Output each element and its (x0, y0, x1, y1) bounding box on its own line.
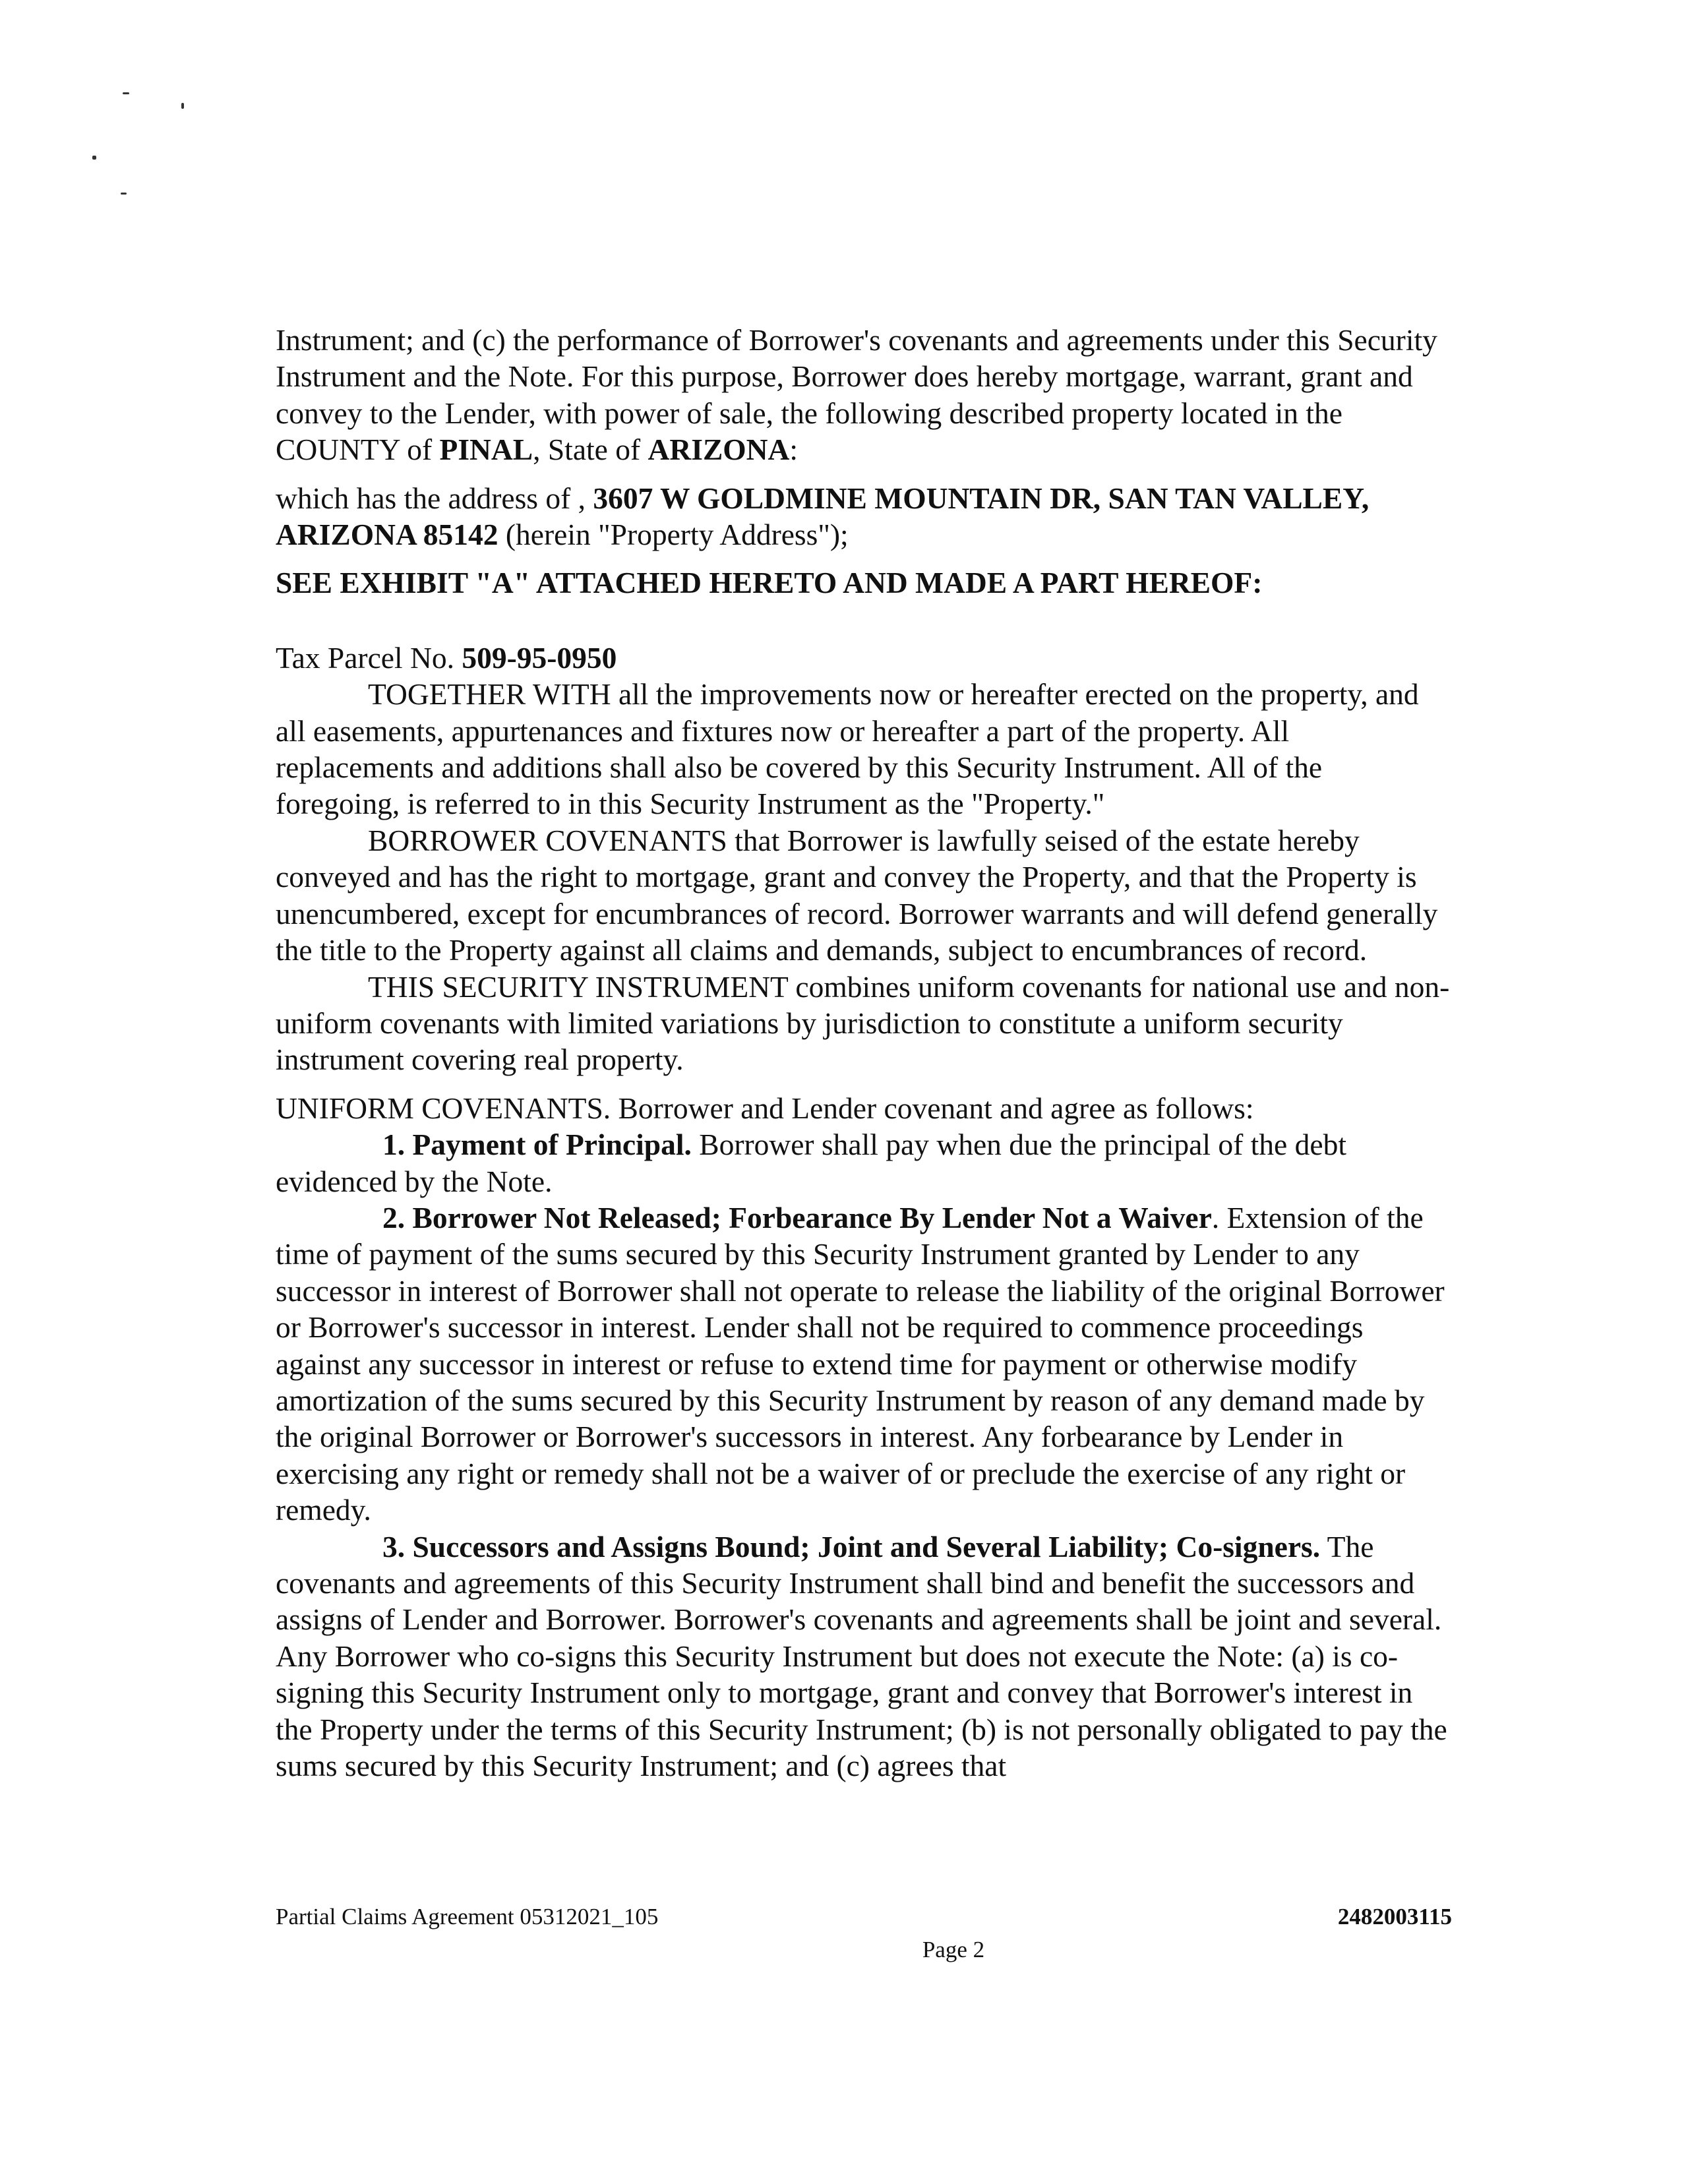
tax-parcel-line (276, 640, 1452, 676)
uniform-covenants-heading: UNIFORM COVENANTS. Borrower and Lender covenant and agree as follows: (276, 1091, 1254, 1125)
tax-parcel-label: Tax Parcel No. (276, 640, 462, 675)
section-1-title: Payment of Principal. (412, 1128, 692, 1162)
address-paragraph (276, 480, 1452, 553)
state-name: ARIZONA (648, 433, 790, 467)
intro-end: : (789, 433, 799, 467)
scan-speck (121, 193, 127, 195)
county-name: PINAL (439, 433, 533, 467)
borrower-covenants-paragraph: BORROWER COVENANTS that Borrower is lawfully seised of the estate hereby conveyed and has the right to mortgage, grant and convey the Property, and that the Property is unencumbered, except for encumbrances of record. Borrower warrants and will defend generally the title to the Property against all claims and demands, subject to encumbrances of record. (276, 823, 1438, 967)
intro-paragraph (276, 322, 1452, 468)
property-address: 3607 W GOLDMINE MOUNTAIN DR, SAN TAN VALLEY, ARIZONA 85142 (276, 481, 1370, 552)
page-number: Page 2 (922, 1937, 985, 1962)
together-with-paragraph: TOGETHER WITH all the improvements now or hereafter erected on the property, and all easements, appurtenances and fixtures now or hereafter a part of the property. All replacements and additions shall also be covered by this Security Instrument. All of the foregoing, is referred to in this Security Instrument as the "Property." (276, 677, 1419, 821)
section-1 (276, 1126, 1452, 1199)
section-3-number: 3. (382, 1529, 406, 1563)
scan-speck (92, 156, 96, 160)
exhibit-heading: SEE EXHIBIT "A" ATTACHED HERETO AND MADE A PART HEREOF: (276, 566, 1263, 600)
address-prefix: which has the address of , (276, 481, 593, 515)
footer-loan-number: 2482003115 (1337, 1904, 1452, 1929)
section-3-text: The covenants and agreements of this Security Instrument shall bind and benefit the successors and assigns of Lender and Borrower. Borrower's covenants and agreements shall be joint and several. Any Borrower who co-signs this Security Instrument but does not execute the Note: (a) is co-signing this Security Instrument only to mortgage, grant and convey that Borrower's interest in the Property under the terms of this Security Instrument; (b) is not personally obligated to pay the sums secured by this Security Instrument; and (c) agrees that (276, 1529, 1447, 1783)
section-1-number: 1. (382, 1128, 406, 1162)
section-1-text: Borrower shall pay when due the principal of the debt evidenced by the Note. (276, 1128, 1346, 1198)
scan-speck (181, 103, 184, 109)
address-suffix: (herein "Property Address"); (498, 518, 849, 552)
section-3-title: Successors and Assigns Bound; Joint and Several Liability; Co-signers. (412, 1529, 1321, 1563)
section-2-title: Borrower Not Released; Forbearance By Lender Not a Waiver (412, 1200, 1212, 1234)
section-3 (276, 1529, 1452, 1784)
section-2 (276, 1199, 1452, 1529)
footer-document-id: Partial Claims Agreement 05312021_105 (276, 1904, 659, 1929)
intro-text: Instrument; and (c) the performance of Borrower's covenants and agreements under this Security Instrument and the Note. For this purpose, Borrower does hereby mortgage, warrant, grant and convey to the Lender, with power of sale, the following described property located in the COUNTY of (276, 323, 1437, 467)
document-body (276, 322, 1452, 1784)
section-2-text: . Extension of the time of payment of the sums secured by this Security Instrument granted by Lender to any successor in interest of Borrower shall not operate to release the liability of the original Borrower or Borrower's successor in interest. Lender shall not be required to commence proceedings against any successor in interest or refuse to extend time for payment or otherwise modify amortization of the sums secured by this Security Instrument by reason of any demand made by the original Borrower or Borrower's successors in interest. Any forbearance by Lender in exercising any right or remedy shall not be a waiver of or preclude the exercise of any right or remedy. (276, 1200, 1445, 1527)
tax-parcel-number: 509-95-0950 (462, 640, 617, 675)
scan-speck (123, 92, 129, 94)
state-prefix: , State of (533, 433, 648, 467)
security-instrument-paragraph: THIS SECURITY INSTRUMENT combines uniform covenants for national use and non-uniform covenants with limited variations by jurisdiction to constitute a uniform security instrument covering real property. (276, 969, 1450, 1077)
section-2-number: 2. (382, 1200, 406, 1234)
